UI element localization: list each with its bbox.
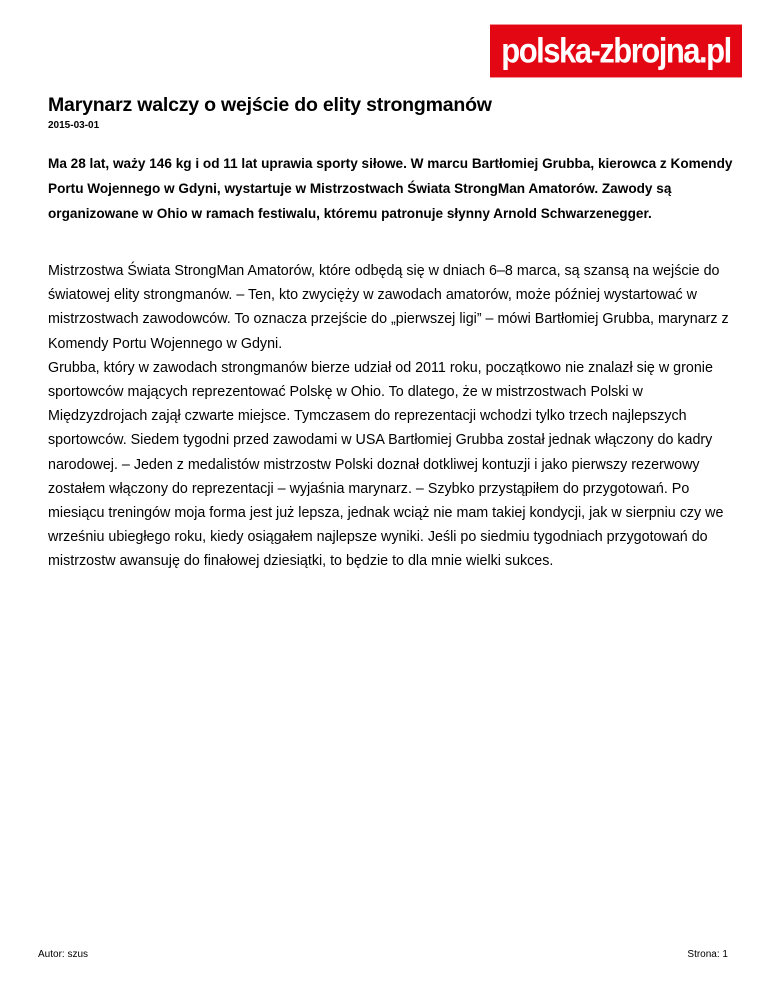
article-body: [48, 259, 738, 574]
footer-page-number: Strona: 1: [687, 949, 728, 960]
article-paragraph: Mistrzostwa Świata StrongMan Amatorów, które odbędą się w dniach 6–8 marca, są szansą na wejście do światowej elity strongmanów. – Ten, kto zwycięży w zawodach amatorów, może później wystartować w mistrzostwach zawodowców. To oznacza przejście do „pierwszej ligi” – mówi Bartłomiej Grubba, marynarz z Komendy Portu Wojennego w Gdyni.: [48, 263, 729, 352]
article-title: Marynarz walczy o wejście do elity strongmanów: [48, 94, 492, 116]
site-logo[interactable]: polska-zbrojna.pl: [490, 25, 742, 78]
article-date: 2015-03-01: [48, 120, 100, 131]
footer-author: Autor: szus: [38, 949, 89, 960]
article-paragraph: Grubba, który w zawodach strongmanów bierze udział od 2011 roku, początkowo nie znalazł się w gronie sportowców mających reprezentować Polskę w Ohio. To dlatego, że w mistrzostwach Polski w Międzyzdrojach zajął czwarte miejsce. Tymczasem do reprezentacji wchodzi tylko trzech najlepszych sportowców. Siedem tygodni przed zawodami w USA Bartłomiej Grubba został jednak włączony do kadry narodowej. – Jeden z medalistów mistrzostw Polski doznał dotkliwej kontuzji i jako pierwszy rezerwowy zostałem włączony do reprezentacji – wyjaśnia marynarz. – Szybko przystąpiłem do przygotowań. Po miesiącu treningów moja forma jest już lepsza, jednak wciąż nie mam takiej kondycji, jak w sierpniu czy we wrześniu ubiegłego roku, kiedy osiągałem najlepsze wyniki. Jeśli po siedmiu tygodniach przygotowań do mistrzostw awansuję do finałowej dziesiątki, to będzie to dla mnie wielki sukces.: [48, 359, 724, 570]
article-lead: Ma 28 lat, waży 146 kg i od 11 lat uprawia sporty siłowe. W marcu Bartłomiej Grubba, kierowca z Komendy Portu Wojennego w Gdyni, wystartuje w Mistrzostwach Świata StrongMan Amatorów. Zawody są organizowane w Ohio w ramach festiwalu, któremu patronuje słynny Arnold Schwarzenegger.: [48, 156, 733, 221]
